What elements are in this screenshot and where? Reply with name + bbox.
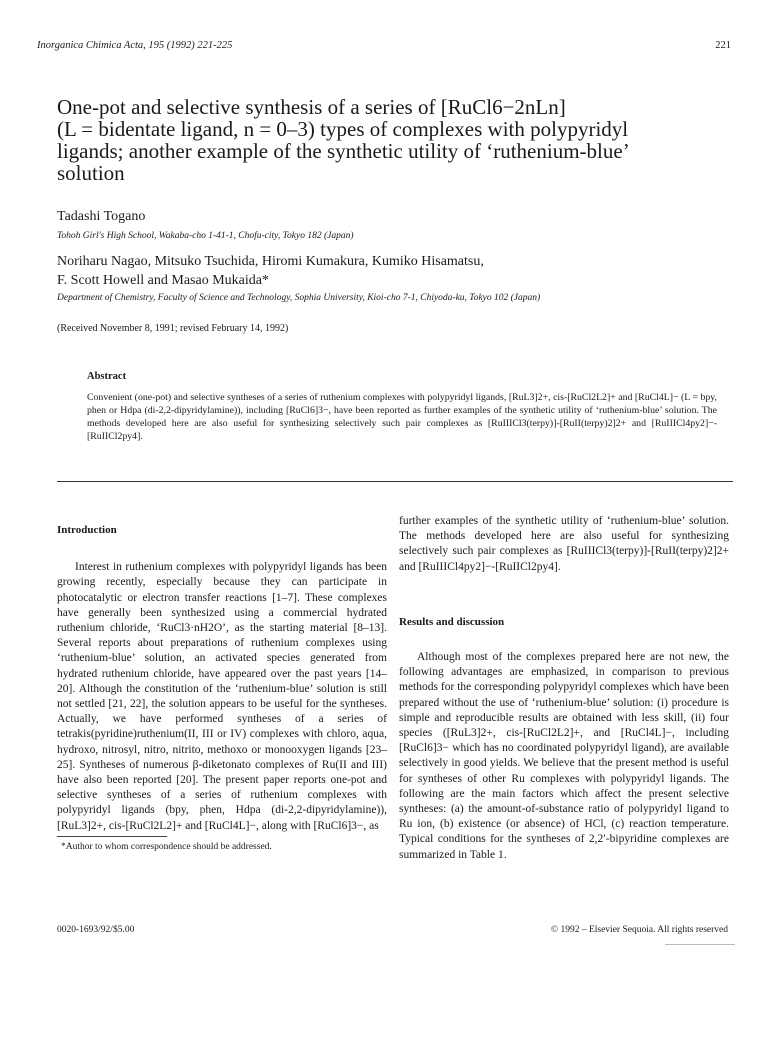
journal-reference: Inorganica Chimica Acta, 195 (1992) 221-225 (37, 40, 233, 51)
footnote-divider (57, 836, 167, 837)
results-heading: Results and discussion (399, 615, 505, 628)
author-line-2: Noriharu Nagao, Mitsuko Tsuchida, Hiromi Kumakura, Kumiko Hisamatsu, (57, 254, 484, 269)
footer-divider (665, 944, 735, 945)
footnote: *Author to whom correspondence should be addressed. (61, 842, 272, 852)
section-divider (57, 481, 733, 482)
article-title (57, 96, 747, 184)
journal-code: 0020-1693/92/$5.00 (57, 925, 135, 935)
page-number: 221 (715, 40, 731, 51)
title-line-3: ligands; another example of the synthetic utility of ‘ruthenium-blue’ (57, 139, 630, 163)
abstract-text: Convenient (one-pot) and selective syntheses of a series of ruthenium complexes with polypyridyl ligands, [RuL3]2+, cis-[RuCl2L2]+ and [RuCl4L]− (L = bpy, phen or Hdpa (di-2,2-dipyridylamine)), including [RuCl6]3−, have been reported as further examples of the synthetic utility of ‘ruthenium-blue’ solution. The methods developed here are also useful for synthesizing selectively such pair complexes as [RuIIICl3(terpy)]-[RuII(terpy)2]2+ and [RuIIICl4py2]−-[RuIICl2py4]. (87, 392, 717, 442)
abstract (87, 370, 717, 443)
author-line-1: Tadashi Togano (57, 209, 146, 224)
abstract-heading: Abstract (87, 371, 127, 382)
author-line-3: F. Scott Howell and Masao Mukaida* (57, 273, 269, 288)
introduction-paragraph: Interest in ruthenium complexes with polypyridyl ligands has been growing recently, especially because they can participate in photocatalytic or electron transfer reactions [1–7]. These complexes have generally been synthesized using a commercial hydrated ruthenium chloride, ‘RuCl3·nH2O’, as the starting material [8–13]. Several reports about preparations of ruthenium complexes using ‘ruthenium-blue’ solution, an activated species generated from hydrated ruthenium chloride, have appeared over the past years [14–20]. Although the constitution of the ‘ruthenium-blue’ solution is still not settled [21, 22], the solution appears to be useful for the syntheses. Actually, we have performed syntheses of a series of tetrakis(pyridine)ruthenium(II, III or IV) complexes with chloro, aqua, hydroxo, nitrosyl, nitro, nitrito, methoxo or monooxygen ligands [23–25]. Syntheses of numerous β-diketonato complexes of Ru(II and III) have also been reported [20]. The present paper reports one-pot and selective syntheses of a series of ruthenium complexes with polypyridyl ligands (bpy, phen, Hdpa (di-2,2-dipyridylamine)), [RuL3]2+, cis-[RuCl2L2]+ and [RuCl4L]−, along with [RuCl6]3−, as (57, 561, 387, 832)
title-line-4: solution (57, 161, 125, 185)
copyright-notice: © 1992 – Elsevier Sequoia. All rights reserved (550, 925, 728, 935)
received-dates: (Received November 8, 1991; revised February 14, 1992) (57, 323, 289, 334)
title-line-2: (L = bidentate ligand, n = 0–3) types of complexes with polypyridyl (57, 117, 629, 141)
introduction-heading: Introduction (57, 524, 117, 536)
results-paragraph: Although most of the complexes prepared here are not new, the following advantages are emphasized, in comparison to previous methods for the corresponding polypyridyl complexes which have been prepared without the use of ‘ruthenium-blue’ solution: (i) procedure is simple and reproducible results are obtained with less skill, (ii) four species ([RuL3]2+, cis-[RuCl2L2]+, and [RuCl4L]−, including [RuCl6]3− which has no coordinated polypyridyl ligand), are available selectively in good yields. We believe that the present method is useful for syntheses of other Ru complexes with polypyridyl ligands. The following are the main factors which affect the present selective syntheses: (a) the amount-of-substance ratio of polypyridyl ligand to Ru ion, (b) existence (or absence) of HCl, (c) reaction temperature. Typical conditions for the syntheses of 2,2′-bipyridine complexes are summarized in Table 1. (399, 651, 729, 861)
right-column (399, 514, 729, 863)
left-column (57, 523, 387, 834)
introduction-paragraph-continued: further examples of the synthetic utility of ‘ruthenium-blue’ solution. The methods developed here are also useful for synthesizing selectively such pair complexes as [RuIIICl3(terpy)]-[RuII(terpy)2]2+ and [RuIIICl4py2]−-[RuIICl2py4]. (399, 515, 729, 573)
affiliation-1: Tohoh Girl's High School, Wakaba-cho 1-41-1, Chofu-city, Tokyo 182 (Japan) (57, 231, 354, 241)
affiliation-2: Department of Chemistry, Faculty of Science and Technology, Sophia University, Kioi-cho 7-1, Chiyoda-ku, Tokyo 102 (Japan) (57, 293, 541, 303)
title-line-1: One-pot and selective synthesis of a series of [RuCl6−2nLn] (57, 95, 566, 119)
